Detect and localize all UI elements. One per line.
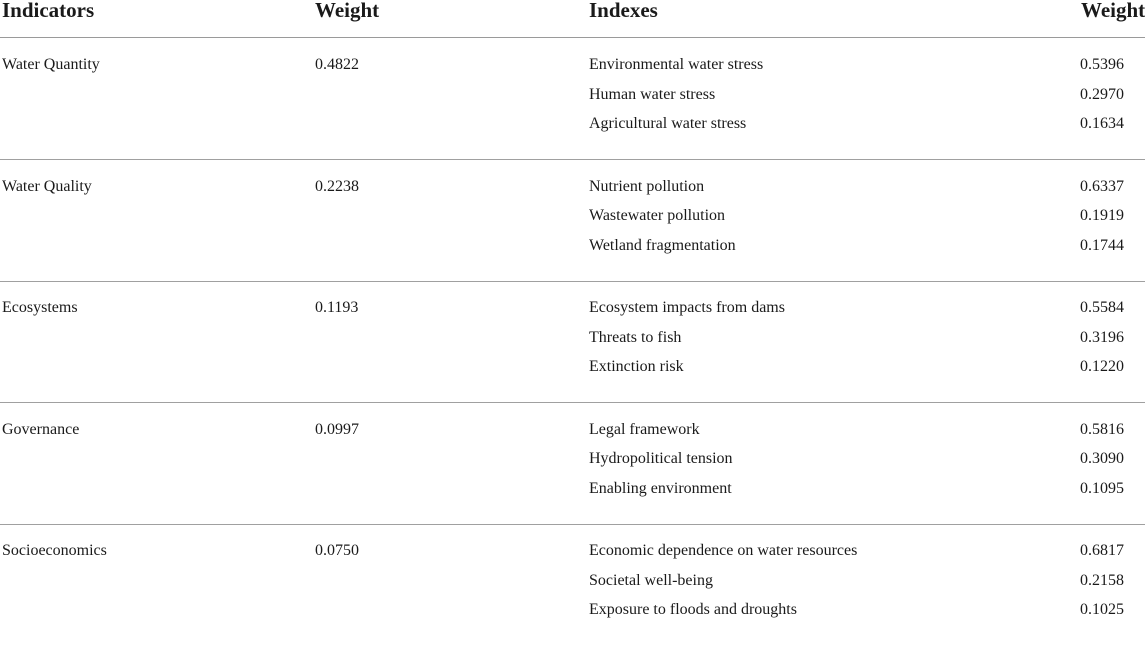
- index-weight: 0.1095: [1080, 479, 1124, 497]
- index-name: Wetland fragmentation: [589, 236, 736, 254]
- indicator-name: Water Quantity: [2, 56, 100, 73]
- index-weight: 0.6337: [1080, 177, 1124, 195]
- index-weight: 0.5396: [1080, 56, 1124, 73]
- indicator-weight: 0.2238: [315, 177, 359, 195]
- header-indexes: Indexes: [589, 0, 658, 22]
- index-weight: 0.1919: [1080, 207, 1124, 224]
- indicator-weight: 0.1193: [315, 299, 359, 316]
- table-row-group: [0, 524, 1145, 645]
- header-indicators: Indicators: [2, 0, 95, 22]
- index-name: Wastewater pollution: [589, 207, 726, 224]
- table-row-group: [0, 38, 1145, 160]
- index-weight: 0.3196: [1080, 328, 1124, 346]
- table-row-group: [0, 403, 1145, 525]
- indicator-weight: 0.0997: [315, 420, 359, 438]
- indicator-name: Socioeconomics: [2, 542, 107, 559]
- index-name: Agricultural water stress: [589, 115, 747, 132]
- index-weight: 0.2158: [1080, 571, 1124, 589]
- index-weight: 0.1744: [1080, 236, 1124, 254]
- index-name: Human water stress: [589, 85, 716, 103]
- indicator-name: Water Quality: [2, 177, 92, 195]
- index-weight: 0.1025: [1080, 601, 1124, 618]
- index-weight: 0.1220: [1080, 358, 1124, 375]
- index-name: Societal well-being: [589, 571, 713, 589]
- index-weight: 0.3090: [1080, 450, 1124, 467]
- header-weight: Weight: [315, 0, 380, 22]
- table-header: [0, 0, 1145, 38]
- index-weight: 0.2970: [1080, 85, 1124, 103]
- index-name: Economic dependence on water resources: [589, 542, 858, 559]
- index-weight: 0.1634: [1080, 115, 1124, 132]
- index-name: Legal framework: [589, 420, 700, 438]
- header-index-weight: Weight: [1081, 0, 1145, 22]
- index-name: Threats to fish: [589, 328, 682, 346]
- index-weight: 0.5584: [1080, 299, 1124, 316]
- table-row-group: [0, 160, 1145, 282]
- indicator-name: Governance: [2, 420, 80, 438]
- index-name: Nutrient pollution: [589, 177, 705, 195]
- index-name: Ecosystem impacts from dams: [589, 299, 785, 316]
- indicator-weight: 0.4822: [315, 56, 359, 73]
- indicator-name: Ecosystems: [2, 299, 78, 316]
- index-weight: 0.5816: [1080, 420, 1124, 438]
- index-name: Exposure to floods and droughts: [589, 601, 797, 618]
- index-name: Enabling environment: [589, 479, 732, 497]
- table-row-group: [0, 281, 1145, 403]
- index-name: Extinction risk: [589, 358, 684, 375]
- index-weight: 0.6817: [1080, 542, 1124, 559]
- indicator-weight: 0.0750: [315, 542, 359, 559]
- index-name: Hydropolitical tension: [589, 450, 733, 467]
- index-name: Environmental water stress: [589, 56, 764, 73]
